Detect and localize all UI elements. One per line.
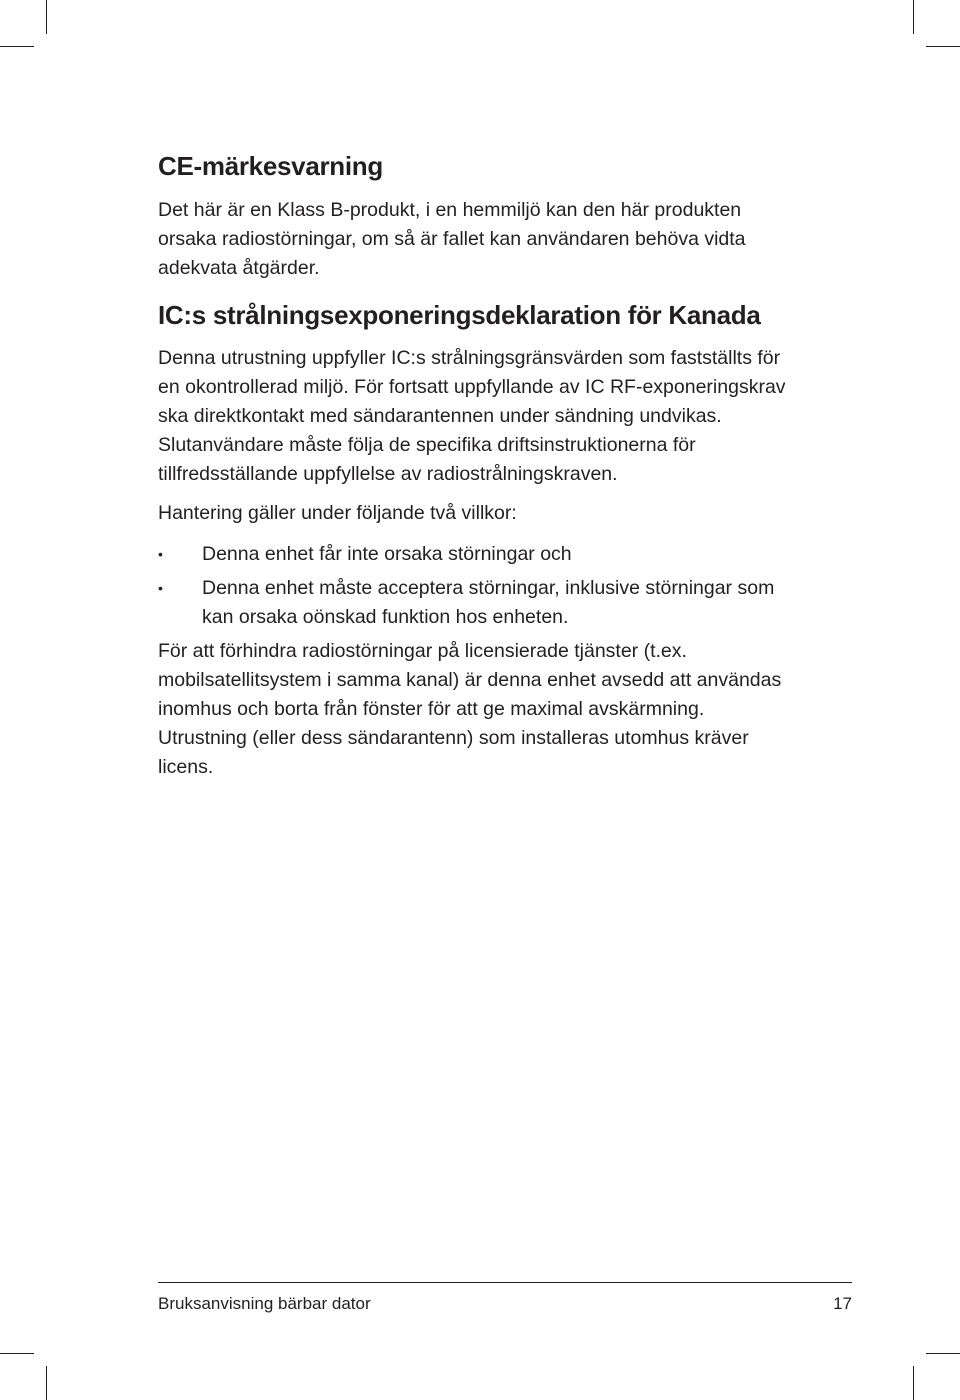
- conditions-list: [158, 540, 798, 632]
- page-footer: [158, 1282, 852, 1315]
- list-item-text: Denna enhet får inte orsaka störningar och: [202, 543, 572, 565]
- ic-paragraph: Denna utrustning uppfyller IC:s strålningsgränsvärden som fastställts för en okontrollerad miljö. För fortsatt uppfyllande av IC RF-exponeringskrav ska direktkontakt med sändarantennen under sändning undvikas. Slutanvändare måste följa de specifika driftsinstruktionerna för tillfredsställande uppfyllelse av radiostrålningskraven.: [158, 347, 786, 485]
- crop-mark: [46, 0, 47, 34]
- closing-paragraph: För att förhindra radiostörningar på licensierade tjänster (t.ex. mobilsatellitsystem i samma kanal) är denna enhet avsedd att användas inomhus och borta från fönster för att ge maximal avskärmning. Utrustning (eller dess sändarantenn) som installeras utomhus kräver licens.: [158, 640, 782, 778]
- conditions-intro: Hantering gäller under följande två villkor:: [158, 502, 517, 524]
- crop-mark: [913, 1366, 914, 1400]
- footer-title: Bruksanvisning bärbar dator: [158, 1294, 371, 1313]
- crop-mark: [926, 1353, 960, 1354]
- crop-mark: [913, 0, 914, 34]
- section-heading-ce: CE-märkesvarning: [158, 151, 383, 181]
- section-heading-ic: IC:s strålningsexponeringsdeklaration för Kanada: [158, 300, 761, 330]
- page-content: [158, 150, 798, 782]
- bullet-icon: •: [158, 546, 163, 562]
- list-item: [158, 540, 798, 569]
- list-item-text: Denna enhet måste acceptera störningar, inklusive störningar som kan orsaka oönskad funktion hos enheten.: [202, 577, 775, 628]
- bullet-icon: •: [158, 580, 163, 596]
- crop-mark: [0, 46, 34, 47]
- crop-mark: [0, 1353, 34, 1354]
- page-number: 17: [833, 1294, 852, 1313]
- list-item: [158, 574, 798, 632]
- crop-mark: [46, 1366, 47, 1400]
- crop-mark: [926, 46, 960, 47]
- ce-paragraph: Det här är en Klass B-produkt, i en hemmiljö kan den här produkten orsaka radiostörningar, om så är fallet kan användaren behöva vidta adekvata åtgärder.: [158, 199, 746, 279]
